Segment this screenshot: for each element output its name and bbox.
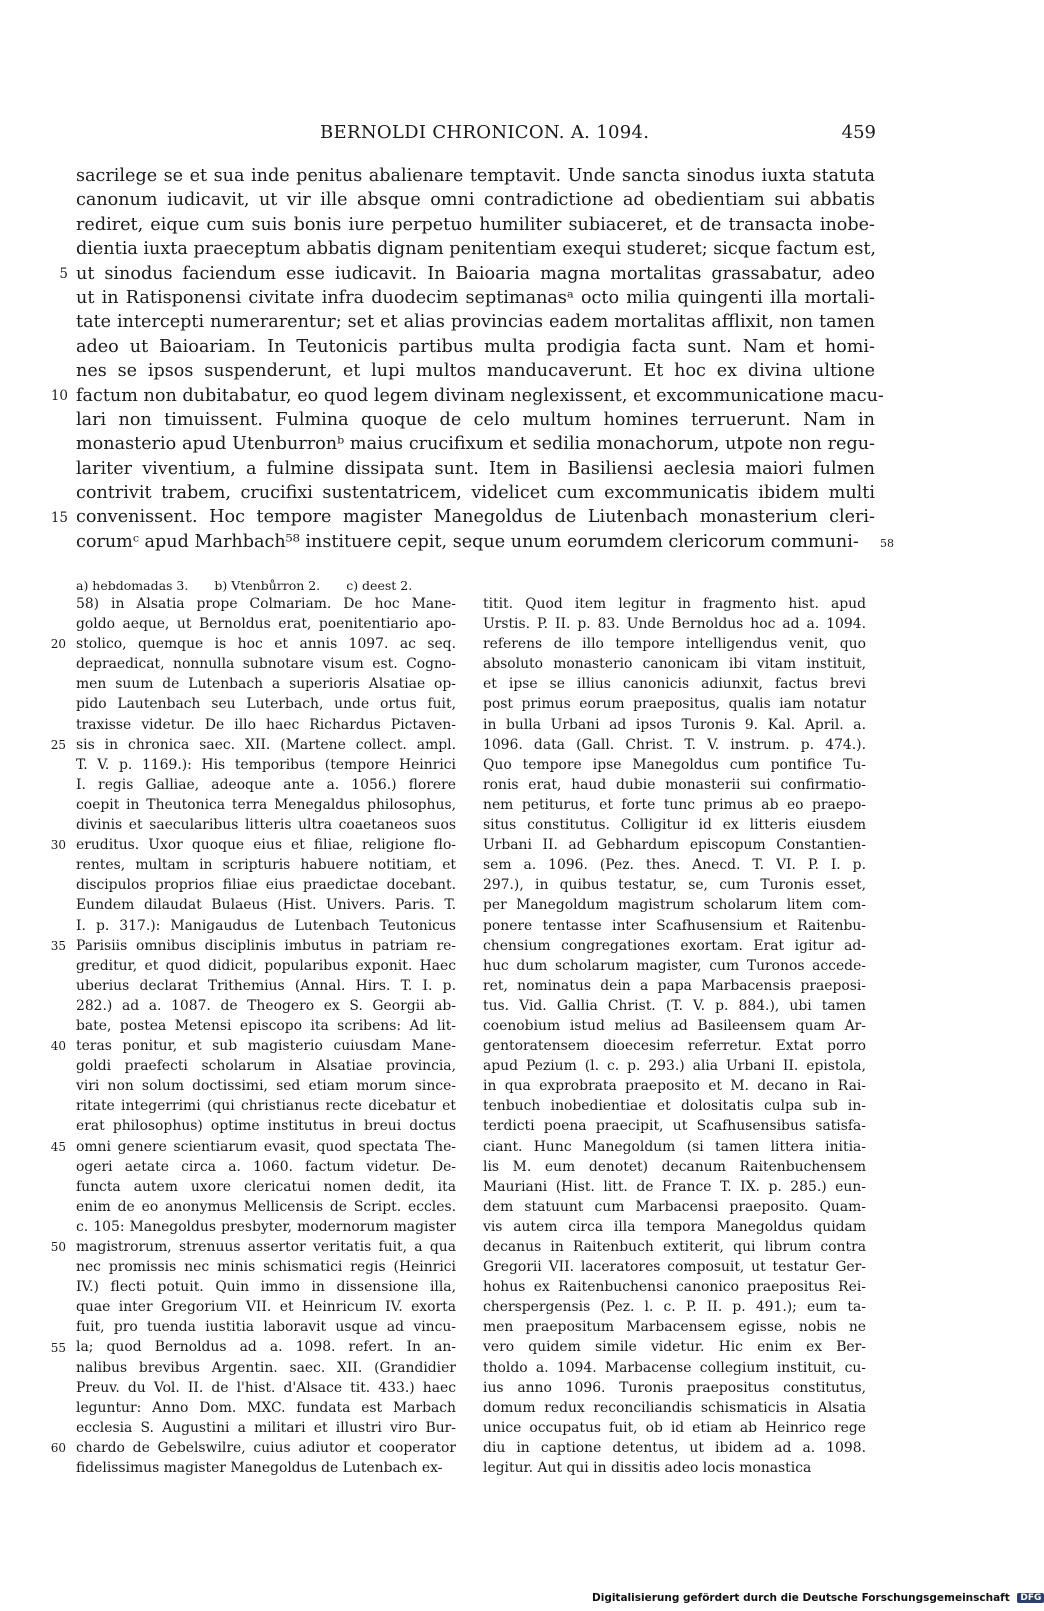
dfg-logo: DFG xyxy=(1017,1593,1044,1603)
footnote-right-line: apud Pezium (l. c. p. 293.) alia Urbani II. epistola, xyxy=(483,1058,866,1075)
footnote-left-line: eruditus. Uxor quoque eius et filiae, religione flo- xyxy=(76,837,456,854)
footnote-left-line: I. p. 317.): Manigaudus de Lutenbach Teutonicus xyxy=(76,917,456,934)
footnote-right-line: per Manegoldum magistrum scholarum litem com- xyxy=(483,897,866,914)
main-text-line: corumᶜ apud Marhbach⁵⁸ instituere cepit, seque unum eorumdem clericorum communi- xyxy=(76,531,859,552)
line-number: 15 xyxy=(50,509,68,526)
footnote-right-line: dem statuunt cum Marbacensi praeposito. Quam- xyxy=(483,1198,866,1215)
footnote-left-line: men suum de Lutenbach a superioris Alsatiae op- xyxy=(76,676,456,693)
footnote-left-line: 58) in Alsatia prope Colmariam. De hoc Mane- xyxy=(76,596,456,612)
footnote-left-line: Eundem dilaudat Bulaeus (Hist. Univers. Paris. T. xyxy=(76,897,456,914)
footnote-right-line: ciant. Hunc Manegoldum (si tamen littera initia- xyxy=(483,1138,866,1155)
footnote-line-number: 60 xyxy=(50,1441,66,1456)
main-text-line: canonum iudicavit, ut vir ille absque omni contradictione ad obedientiam sui abbatis xyxy=(76,190,875,211)
main-text-line: convenissent. Hoc tempore magister Manegoldus de Liutenbach monasterium cleri- xyxy=(76,507,875,528)
footnote-right-line: tenbuch inobedientiae et dolositatis culpa sub in- xyxy=(483,1098,866,1115)
footnote-left-line: fidelissimus magister Manegoldus de Lutenbach ex- xyxy=(76,1460,443,1477)
main-text-line: tate intercepti numerarentur; set et alias provincias eadem mortalitas afflixit, non tamen xyxy=(76,312,875,333)
footnote-right-line: post primus eorum praepositus, qualis iam notatur xyxy=(483,696,866,713)
page-number: 459 xyxy=(841,122,876,143)
footnote-right-line: ret, nominatus dein a papa Marbacensis praeposi- xyxy=(483,977,866,994)
footnote-line-number: 40 xyxy=(50,1039,66,1054)
footnote-right-line: Urbani II. ad Gebhardum episcopum Constantien- xyxy=(483,837,866,854)
footnote-right-line: gentoratensem dioecesim referretur. Extat porro xyxy=(483,1038,866,1055)
footnote-line-number: 25 xyxy=(50,737,66,752)
footnote-right-line: diu in captione detentus, ut ibidem ad a. 1098. xyxy=(483,1439,866,1456)
footnote-right-line: ronis erat, haud dubie monasterii sui confirmatio- xyxy=(483,776,866,793)
footnote-left-line: chardo de Gebelswilre, cuius adiutor et cooperator xyxy=(76,1439,456,1456)
footnote-right-line: in qua exprobrata praeposito et M. decano in Rai- xyxy=(483,1078,866,1095)
footnote-line-number: 30 xyxy=(50,838,66,853)
footnote-left-line: fuit, pro tuenda iustitia laboravit usque ad vincu- xyxy=(76,1319,456,1336)
footnote-left-line: I. regis Galliae, adeoque ante a. 1056.) florere xyxy=(76,776,456,793)
footnote-line-number: 55 xyxy=(50,1340,66,1355)
footnote-right-line: domum redux reconciliandis schismaticis in Alsatia xyxy=(483,1399,866,1416)
apparatus-entry: a) hebdomadas 3. xyxy=(76,578,189,593)
footnote-left-line: traxisse videtur. De illo haec Richardus Pictaven- xyxy=(76,716,456,733)
footnote-left-line: depraedicat, nonnulla subnotare visum est. Cogno- xyxy=(76,656,456,673)
footnote-right-line: coenobium istud melius ad Basileensem quam Ar- xyxy=(483,1017,866,1034)
footnote-left-line: ecclesia S. Augustini a militari et illustri viro Bur- xyxy=(76,1419,456,1436)
main-text-line: sacrilege se et sua inde penitus abalienare temptavit. Unde sancta sinodus iuxta statuta xyxy=(76,166,875,186)
apparatus-entry: b) Vtenbůrron 2. xyxy=(214,578,321,593)
footnote-left-line: pido Lautenbach seu Luterbach, unde ortus fuit, xyxy=(76,696,456,713)
footnote-left-line: discipulos proprios filiae eius praedictae docebant. xyxy=(76,877,456,894)
footnote-left-line: leguntur: Anno Dom. MXC. fundata est Marbach xyxy=(76,1399,456,1416)
footnote-right-line: tholdo a. 1094. Marbacense collegium instituit, cu- xyxy=(483,1359,866,1376)
footnote-left-column xyxy=(76,594,456,1478)
footnote-left-line: coepit in Theutonica terra Menegaldus philosophus, xyxy=(76,796,456,813)
footnote-right-line: Gregorii VII. laceratores composuit, ut testatur Ger- xyxy=(483,1259,866,1276)
main-text-line: lari non timuissent. Fulmina quoque de celo multum homines terruerunt. Nam in xyxy=(76,409,875,430)
main-text-line: adeo ut Baioariam. In Teutonicis partibus multa prodigia facta sunt. Nam et homi- xyxy=(76,336,875,357)
critical-apparatus xyxy=(76,578,438,593)
footnote-right-line: titit. Quod item legitur in fragmento hist. apud xyxy=(483,596,866,612)
footnote-right-line: terdicti poena praecipit, ut Scafhusensibus satisfa- xyxy=(483,1118,866,1135)
footnote-right-line: in bulla Urbani ad ipsos Turonis 9. Kal. April. a. xyxy=(483,716,866,733)
footnote-right-line: Mauriani (Hist. litt. de France T. IX. p. 285.) eun- xyxy=(483,1178,866,1195)
main-text-line: dientia iuxta praeceptum abbatis dignam penitentiam exequi studeret; sicque factum est, xyxy=(76,239,877,260)
footnote-left-line: goldi praefecti scholarum in Alsatiae provincia, xyxy=(76,1058,456,1075)
footnote-left-line: uberius declarat Trithemius (Annal. Hirs. T. I. p. xyxy=(76,977,456,994)
footnote-left-line: bate, postea Metensi episcopo ita scribens: Ad lit- xyxy=(76,1017,456,1034)
footnote-right-column xyxy=(483,594,866,1478)
footnote-left-line: quae inter Gregorium VII. et Heinricum IV. exorta xyxy=(76,1299,456,1316)
footnote-left-line: enim de eo anonymus Mellicensis de Script. eccles. xyxy=(76,1198,456,1215)
footnote-left-line: 282.) ad a. 1087. de Theogero ex S. Georgii ab- xyxy=(76,997,456,1014)
footnote-right-line: Quo tempore ipse Manegoldus cum pontifice Tu- xyxy=(483,756,866,773)
footnote-right-line: ponere tentasse inter Scafhusensium et Raitenbu- xyxy=(483,917,866,934)
footnote-left-line: stolico, quemque is hoc et annis 1097. ac seq. xyxy=(76,636,456,653)
main-text-line: monasterio apud Utenburronᵇ maius crucifixum et sedilia monachorum, utpote non regu- xyxy=(76,434,875,455)
footnote-left-line: T. V. p. 1169.): His temporibus (tempore Heinrici xyxy=(76,756,456,773)
footnote-right-line: 1096. data (Gall. Christ. T. V. instrum. p. 474.). xyxy=(483,736,866,753)
footnote-right-line: legitur. Aut qui in dissitis adeo locis monastica xyxy=(483,1460,812,1477)
footnote-left-line: Parisiis omnibus disciplinis imbutus in patriam re- xyxy=(76,937,456,954)
footnote-left-line: ogeri aetate circa a. 1060. factum videtur. De- xyxy=(76,1158,456,1175)
footnote-left-line: greditur, et quod didicit, popularibus exponit. Haec xyxy=(76,957,456,974)
footnote-left-line: goldo aeque, ut Bernoldus erat, poenitentiario apo- xyxy=(76,616,456,633)
footnote-left-line: c. 105: Manegoldus presbyter, modernorum magister xyxy=(76,1218,456,1235)
footnote-right-line: referens de illo tempore intelligendus venit, quo xyxy=(483,636,866,653)
footnote-line-number: 35 xyxy=(50,938,66,953)
footnote-right-line: vis autem circa illa tempora Manegoldus quidam xyxy=(483,1218,866,1235)
footnote-left-line: teras ponitur, et sub magisterio cuiusdam Mane- xyxy=(76,1038,456,1055)
credit-text: Digitalisierung gefördert durch die Deutsche Forschungsgemeinschaft xyxy=(592,1592,1010,1604)
main-text-line: contrivit trabem, crucifixi sustentatricem, videlicet cum excommunicatis ibidem multi xyxy=(76,483,875,504)
footnote-right-line: ius anno 1096. Turonis praepositus constitutus, xyxy=(483,1379,866,1396)
line-number: 5 xyxy=(59,265,68,282)
digitization-credit xyxy=(592,1592,1042,1606)
running-title: BERNOLDI CHRONICON. A. 1094. xyxy=(320,122,650,143)
line-number: 10 xyxy=(50,387,68,404)
footnote-left-line: erat philosophus) optime institutus in breui doctus xyxy=(76,1118,456,1135)
footnote-right-line: lis M. eum denotet) decanum Raitenbuchensem xyxy=(483,1158,866,1175)
main-text-line: rediret, eique cum suis bonis iure perpetuo humiliter subiaceret, et de transacta inobe- xyxy=(76,214,875,235)
footnote-left-line: rentes, multam in scripturis habuere notitiam, et xyxy=(76,857,456,874)
footnote-left-line: IV.) flecti potuit. Quin immo in dissensione illa, xyxy=(76,1279,456,1296)
footnote-right-line: et ipse se illius canonicis adiunxit, factus brevi xyxy=(483,676,866,693)
main-text-block xyxy=(76,164,884,554)
footnote-right-line: decanus in Raitenbuch extiterit, qui librum contra xyxy=(483,1239,866,1255)
apparatus-entry: c) deest 2. xyxy=(346,578,413,593)
footnote-right-line: tus. Vid. Gallia Christ. (T. V. p. 884.), ubi tamen xyxy=(483,997,866,1014)
main-text-line: ut sinodus faciendum esse iudicavit. In Baioaria magna mortalitas grassabatur, adeo xyxy=(76,263,875,284)
footnote-right-line: hohus ex Raitenbuchensi canonico praepositus Rei- xyxy=(483,1279,866,1296)
footnote-left-line: omni genere scientiarum evasit, quod spectata The- xyxy=(76,1138,456,1155)
footnote-right-line: huc dum scholarum magister, cum Turonos accede- xyxy=(483,957,866,974)
main-text-line: factum non dubitabatur, eo quod legem divinam neglexissent, et excommunicatione macu- xyxy=(76,385,884,406)
footnote-right-line: situs constitutus. Colligitur id ex litteris eiusdem xyxy=(483,817,866,834)
footnote-left-line: nalibus brevibus Argentin. saec. XII. (Grandidier xyxy=(76,1359,456,1376)
main-text-line: lariter viventium, a fulmine dissipata sunt. Item in Basiliensi aeclesia maiori fulmen xyxy=(76,458,875,479)
footnote-left-line: divinis et saecularibus litteris ultra coaetaneos suos xyxy=(76,817,456,834)
main-text-line: ut in Ratisponensi civitate infra duodecim septimanasᵃ octo milia quingenti illa mortali- xyxy=(76,287,875,308)
footnote-right-line: chensium congregationes exortam. Erat igitur ad- xyxy=(483,937,866,954)
footnote-left-line: viri non solum doctissimi, sed etiam morum since- xyxy=(76,1078,456,1095)
footnote-right-line: Urstis. P. II. p. 83. Unde Bernoldus hoc ad a. 1094. xyxy=(483,616,866,633)
footnote-right-line: sem a. 1096. (Pez. thes. Anecd. T. VI. P. I. p. xyxy=(483,857,866,874)
footnote-left-line: nec promissis nec minis schismatici regis (Heinrici xyxy=(76,1259,456,1276)
footnote-right-line: nem petiturus, et forte tunc primus ab eo praepo- xyxy=(483,796,866,813)
footnote-line-number: 50 xyxy=(50,1240,66,1255)
footnote-right-line: absoluto monasterio canonicam ibi vitam instituit, xyxy=(483,656,866,673)
footnote-left-line: sis in chronica saec. XII. (Martene collect. ampl. xyxy=(76,736,456,753)
footnote-line-number: 45 xyxy=(50,1139,66,1154)
margin-note-ref: 58 xyxy=(880,537,894,550)
footnote-right-line: 297.), in quibus testatur, se, cum Turonis esset, xyxy=(483,877,866,894)
footnote-right-line: vero quidem simile videtur. Hic enim ex Ber- xyxy=(483,1339,866,1356)
page-header xyxy=(76,118,876,148)
footnote-left-line: magistrorum, strenuus assertor veritatis fuit, a qua xyxy=(76,1239,456,1255)
footnote-left-line: la; quod Bernoldus ad a. 1098. refert. In an- xyxy=(76,1339,456,1356)
main-text-line: nes se ipsos suspenderunt, et lupi multos manducaverunt. Et hoc ex divina ultione xyxy=(76,361,875,382)
footnote-left-line: functa autem uxore clericatui nomen dedit, ita xyxy=(76,1178,456,1195)
footnote-right-line: cherspergensis (Pez. l. c. P. II. p. 491.); eum ta- xyxy=(483,1299,866,1316)
footnote-right-line: unice occupatus fuit, ob id etiam ab Heinrico rege xyxy=(483,1419,866,1436)
footnote-left-line: Preuv. du Vol. II. de l'hist. d'Alsace tit. 433.) haec xyxy=(76,1379,456,1396)
footnote-left-line: ritate integerrimi (qui christianus recte dicebatur et xyxy=(76,1098,456,1115)
footnote-line-number: 20 xyxy=(50,637,66,652)
footnote-right-line: men praepositum Marbacensem egisse, nobis ne xyxy=(483,1319,866,1336)
